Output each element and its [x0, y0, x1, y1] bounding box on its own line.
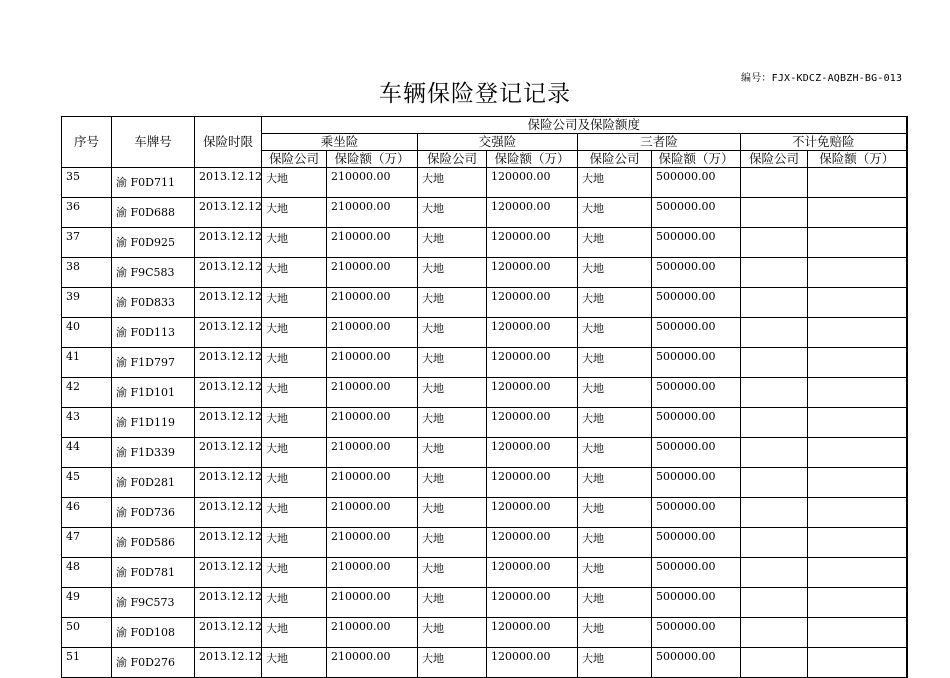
table-row [62, 588, 907, 618]
cell-seq: 36 [62, 198, 112, 228]
cell-c3: 大地 [578, 198, 652, 228]
cell-seq: 38 [62, 258, 112, 288]
cell-a2: 120000.00 [487, 498, 578, 528]
cell-a3: 500000.00 [652, 198, 741, 228]
cell-a1: 210000.00 [327, 648, 418, 678]
table-row [62, 288, 907, 318]
cell-a3: 500000.00 [652, 168, 741, 198]
cell-c4 [741, 648, 808, 678]
cell-a1: 210000.00 [327, 168, 418, 198]
cell-a2: 120000.00 [487, 258, 578, 288]
cell-seq: 47 [62, 528, 112, 558]
cell-term: 2013.12.12 [195, 168, 262, 198]
cell-c4 [741, 528, 808, 558]
table-row [62, 348, 907, 378]
cell-a3: 500000.00 [652, 558, 741, 588]
cell-c1: 大地 [262, 528, 327, 558]
cell-a1: 210000.00 [327, 528, 418, 558]
cell-c1: 大地 [262, 168, 327, 198]
cell-c2: 大地 [418, 618, 487, 648]
cell-plate: 渝 F1D339 [112, 438, 195, 468]
cell-a3: 500000.00 [652, 258, 741, 288]
cell-c4 [741, 168, 808, 198]
table-row [62, 498, 907, 528]
subheader-amount: 保险额（万） [652, 151, 741, 168]
cell-a4 [808, 498, 907, 528]
table-row [62, 198, 907, 228]
subheader-company: 保险公司 [741, 151, 808, 168]
cell-c1: 大地 [262, 378, 327, 408]
cell-plate: 渝 F1D101 [112, 378, 195, 408]
table-body [62, 168, 907, 678]
cell-a2: 120000.00 [487, 558, 578, 588]
cell-term: 2013.12.12 [195, 468, 262, 498]
cell-c4 [741, 288, 808, 318]
cell-a1: 210000.00 [327, 318, 418, 348]
cell-c1: 大地 [262, 258, 327, 288]
cell-c3: 大地 [578, 318, 652, 348]
header-group-no-deductible: 不计免赔险 [741, 134, 907, 151]
cell-plate: 渝 F0D736 [112, 498, 195, 528]
cell-c2: 大地 [418, 318, 487, 348]
cell-c3: 大地 [578, 348, 652, 378]
cell-a2: 120000.00 [487, 648, 578, 678]
cell-c2: 大地 [418, 288, 487, 318]
cell-a1: 210000.00 [327, 288, 418, 318]
cell-c1: 大地 [262, 438, 327, 468]
cell-a4 [808, 588, 907, 618]
cell-term: 2013.12.12 [195, 648, 262, 678]
header-group-third-party: 三者险 [578, 134, 741, 151]
cell-a2: 120000.00 [487, 618, 578, 648]
cell-seq: 50 [62, 618, 112, 648]
cell-c1: 大地 [262, 408, 327, 438]
cell-c1: 大地 [262, 348, 327, 378]
cell-seq: 43 [62, 408, 112, 438]
cell-a3: 500000.00 [652, 468, 741, 498]
cell-term: 2013.12.12 [195, 408, 262, 438]
cell-c2: 大地 [418, 168, 487, 198]
cell-c3: 大地 [578, 288, 652, 318]
cell-a3: 500000.00 [652, 228, 741, 258]
cell-c3: 大地 [578, 588, 652, 618]
cell-a2: 120000.00 [487, 528, 578, 558]
cell-a4 [808, 288, 907, 318]
cell-a3: 500000.00 [652, 618, 741, 648]
header-term: 保险时限 [195, 117, 262, 168]
cell-a1: 210000.00 [327, 228, 418, 258]
cell-c2: 大地 [418, 558, 487, 588]
cell-c4 [741, 408, 808, 438]
cell-c3: 大地 [578, 378, 652, 408]
cell-plate: 渝 F0D281 [112, 468, 195, 498]
cell-a2: 120000.00 [487, 318, 578, 348]
cell-a2: 120000.00 [487, 168, 578, 198]
cell-c1: 大地 [262, 198, 327, 228]
cell-seq: 39 [62, 288, 112, 318]
cell-a3: 500000.00 [652, 288, 741, 318]
cell-term: 2013.12.12 [195, 528, 262, 558]
table-row [62, 528, 907, 558]
cell-seq: 46 [62, 498, 112, 528]
cell-a4 [808, 648, 907, 678]
cell-a1: 210000.00 [327, 198, 418, 228]
cell-a1: 210000.00 [327, 348, 418, 378]
subheader-amount: 保险额（万） [808, 151, 907, 168]
cell-seq: 35 [62, 168, 112, 198]
cell-c4 [741, 378, 808, 408]
cell-c3: 大地 [578, 258, 652, 288]
cell-a1: 210000.00 [327, 618, 418, 648]
cell-term: 2013.12.12 [195, 228, 262, 258]
cell-seq: 41 [62, 348, 112, 378]
subheader-company: 保险公司 [418, 151, 487, 168]
subheader-amount: 保险额（万） [487, 151, 578, 168]
cell-a2: 120000.00 [487, 378, 578, 408]
cell-plate: 渝 F0D108 [112, 618, 195, 648]
header-group-compulsory: 交强险 [418, 134, 578, 151]
cell-c2: 大地 [418, 648, 487, 678]
cell-c4 [741, 348, 808, 378]
table-row [62, 168, 907, 198]
cell-a2: 120000.00 [487, 228, 578, 258]
cell-c2: 大地 [418, 468, 487, 498]
table-row [62, 378, 907, 408]
cell-plate: 渝 F0D781 [112, 558, 195, 588]
insurance-register-table [61, 116, 908, 678]
cell-c4 [741, 318, 808, 348]
cell-a2: 120000.00 [487, 588, 578, 618]
cell-term: 2013.12.12 [195, 198, 262, 228]
document-code: 编号：FJX-KDCZ-AQBZH-BG-013 [741, 73, 903, 84]
cell-c1: 大地 [262, 228, 327, 258]
cell-c3: 大地 [578, 558, 652, 588]
cell-a4 [808, 318, 907, 348]
table-row [62, 618, 907, 648]
cell-a1: 210000.00 [327, 498, 418, 528]
cell-a4 [808, 558, 907, 588]
header-company-group: 保险公司及保险额度 [262, 117, 907, 134]
cell-c1: 大地 [262, 558, 327, 588]
cell-term: 2013.12.12 [195, 558, 262, 588]
cell-c3: 大地 [578, 408, 652, 438]
cell-seq: 48 [62, 558, 112, 588]
cell-term: 2013.12.12 [195, 258, 262, 288]
cell-c1: 大地 [262, 318, 327, 348]
cell-a4 [808, 378, 907, 408]
cell-a3: 500000.00 [652, 648, 741, 678]
cell-seq: 44 [62, 438, 112, 468]
cell-a3: 500000.00 [652, 588, 741, 618]
cell-seq: 51 [62, 648, 112, 678]
cell-c3: 大地 [578, 648, 652, 678]
cell-term: 2013.12.12 [195, 318, 262, 348]
cell-a1: 210000.00 [327, 438, 418, 468]
cell-c4 [741, 558, 808, 588]
header-seq: 序号 [62, 117, 112, 168]
cell-c4 [741, 258, 808, 288]
cell-a2: 120000.00 [487, 438, 578, 468]
cell-a1: 210000.00 [327, 378, 418, 408]
cell-a1: 210000.00 [327, 588, 418, 618]
cell-a2: 120000.00 [487, 288, 578, 318]
cell-c2: 大地 [418, 228, 487, 258]
header-plate: 车牌号 [112, 117, 195, 168]
cell-c4 [741, 498, 808, 528]
cell-c3: 大地 [578, 228, 652, 258]
cell-a3: 500000.00 [652, 438, 741, 468]
table-row [62, 408, 907, 438]
cell-c3: 大地 [578, 528, 652, 558]
cell-seq: 49 [62, 588, 112, 618]
cell-c1: 大地 [262, 588, 327, 618]
cell-a2: 120000.00 [487, 198, 578, 228]
table-row [62, 468, 907, 498]
cell-c2: 大地 [418, 378, 487, 408]
cell-c4 [741, 468, 808, 498]
cell-c2: 大地 [418, 408, 487, 438]
cell-c3: 大地 [578, 468, 652, 498]
subheader-company: 保险公司 [262, 151, 327, 168]
cell-plate: 渝 F1D797 [112, 348, 195, 378]
cell-c1: 大地 [262, 468, 327, 498]
cell-c4 [741, 618, 808, 648]
cell-c2: 大地 [418, 438, 487, 468]
cell-a1: 210000.00 [327, 468, 418, 498]
cell-c3: 大地 [578, 438, 652, 468]
cell-a3: 500000.00 [652, 348, 741, 378]
cell-a1: 210000.00 [327, 258, 418, 288]
cell-a4 [808, 408, 907, 438]
cell-c1: 大地 [262, 648, 327, 678]
cell-c4 [741, 588, 808, 618]
cell-plate: 渝 F9C573 [112, 588, 195, 618]
subheader-amount: 保险额（万） [327, 151, 418, 168]
cell-plate: 渝 F0D586 [112, 528, 195, 558]
cell-plate: 渝 F0D925 [112, 228, 195, 258]
cell-c2: 大地 [418, 588, 487, 618]
table-row [62, 318, 907, 348]
cell-seq: 37 [62, 228, 112, 258]
cell-c1: 大地 [262, 288, 327, 318]
cell-a4 [808, 618, 907, 648]
cell-c2: 大地 [418, 198, 487, 228]
cell-plate: 渝 F0D711 [112, 168, 195, 198]
cell-a4 [808, 168, 907, 198]
cell-a4 [808, 228, 907, 258]
cell-a1: 210000.00 [327, 558, 418, 588]
cell-a1: 210000.00 [327, 408, 418, 438]
cell-a4 [808, 198, 907, 228]
cell-plate: 渝 F1D119 [112, 408, 195, 438]
cell-term: 2013.12.12 [195, 438, 262, 468]
page-title: 车辆保险登记记录 [379, 81, 571, 107]
cell-plate: 渝 F0D113 [112, 318, 195, 348]
cell-a2: 120000.00 [487, 408, 578, 438]
cell-a4 [808, 348, 907, 378]
cell-a4 [808, 468, 907, 498]
cell-c2: 大地 [418, 528, 487, 558]
cell-a2: 120000.00 [487, 348, 578, 378]
cell-a4 [808, 258, 907, 288]
cell-a2: 120000.00 [487, 468, 578, 498]
cell-term: 2013.12.12 [195, 588, 262, 618]
cell-a3: 500000.00 [652, 318, 741, 348]
cell-a3: 500000.00 [652, 408, 741, 438]
cell-term: 2013.12.12 [195, 348, 262, 378]
cell-seq: 42 [62, 378, 112, 408]
cell-term: 2013.12.12 [195, 378, 262, 408]
cell-a4 [808, 528, 907, 558]
cell-plate: 渝 F0D688 [112, 198, 195, 228]
cell-a3: 500000.00 [652, 498, 741, 528]
cell-c3: 大地 [578, 618, 652, 648]
cell-plate: 渝 F0D833 [112, 288, 195, 318]
cell-seq: 40 [62, 318, 112, 348]
cell-plate: 渝 F0D276 [112, 648, 195, 678]
cell-c2: 大地 [418, 348, 487, 378]
cell-c4 [741, 228, 808, 258]
cell-term: 2013.12.12 [195, 498, 262, 528]
header-group-passenger: 乘坐险 [262, 134, 418, 151]
cell-term: 2013.12.12 [195, 288, 262, 318]
cell-c1: 大地 [262, 618, 327, 648]
cell-a4 [808, 438, 907, 468]
table-row [62, 258, 907, 288]
cell-term: 2013.12.12 [195, 618, 262, 648]
cell-c1: 大地 [262, 498, 327, 528]
cell-a3: 500000.00 [652, 528, 741, 558]
table-row [62, 648, 907, 678]
table-row [62, 228, 907, 258]
cell-c4 [741, 438, 808, 468]
subheader-company: 保险公司 [578, 151, 652, 168]
cell-c3: 大地 [578, 498, 652, 528]
cell-c2: 大地 [418, 498, 487, 528]
cell-c2: 大地 [418, 258, 487, 288]
table-row [62, 438, 907, 468]
cell-plate: 渝 F9C583 [112, 258, 195, 288]
table-row [62, 558, 907, 588]
cell-a3: 500000.00 [652, 378, 741, 408]
cell-c4 [741, 198, 808, 228]
cell-seq: 45 [62, 468, 112, 498]
cell-c3: 大地 [578, 168, 652, 198]
